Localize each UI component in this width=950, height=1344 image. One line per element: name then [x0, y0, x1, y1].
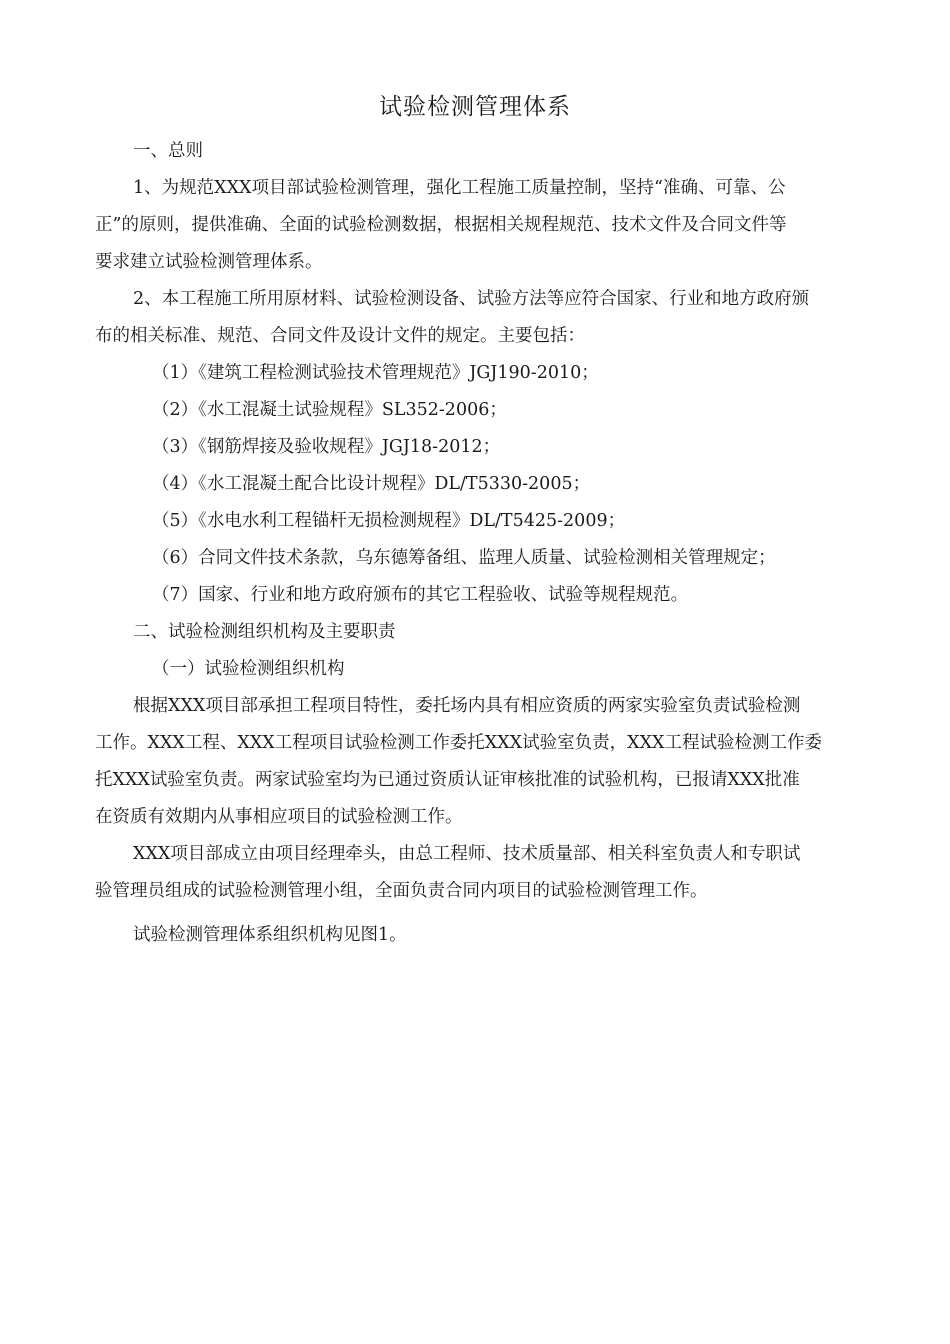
section-2-paragraph-2-line-1: XXX项目部成立由项目经理牵头，由总工程师、技术质量部、相关科室负责人和专职试	[133, 844, 801, 864]
standard-list-item-1: （1）《建筑工程检测试验技术管理规范》JGJ190-2010；	[152, 363, 599, 383]
section-2-paragraph-1-line-3: 托XXX试验室负责。两家试验室均为已通过资质认证审核批准的试验机构，已报请XXX批准	[95, 770, 800, 790]
section-2-subheading: （一）试验检测组织机构	[152, 659, 345, 679]
section-2-paragraph-1-line-4: 在资质有效期内从事相应项目的试验检测工作。	[95, 807, 463, 827]
section-1-heading: 一、总则	[133, 141, 203, 161]
section-1-paragraph-1-line-3: 要求建立试验检测管理体系。	[95, 252, 323, 272]
standard-list-item-4: （4）《水工混凝土配合比设计规程》DL/T5330-2005；	[152, 474, 591, 494]
section-2-paragraph-1-line-2: 工作。XXX工程、XXX工程项目试验检测工作委托XXX试验室负责，XXX工程试验检测工作委	[95, 733, 822, 753]
section-1-paragraph-2-line-1: 2、本工程施工所用原材料、试验检测设备、试验方法等应符合国家、行业和地方政府颁	[133, 289, 810, 309]
section-2-paragraph-1-line-1: 根据XXX项目部承担工程项目特性，委托场内具有相应资质的两家实验室负责试验检测	[133, 696, 801, 716]
standard-list-item-6: （6）合同文件技术条款，乌东德筹备组、监理人质量、试验检测相关管理规定；	[152, 548, 776, 568]
standard-list-item-2: （2）《水工混凝土试验规程》SL352-2006；	[152, 400, 507, 420]
standard-list-item-7: （7）国家、行业和地方政府颁布的其它工程验收、试验等规程规范。	[152, 585, 689, 605]
section-2-heading: 二、试验检测组织机构及主要职责	[133, 622, 396, 642]
section-1-paragraph-2-line-2: 布的相关标准、规范、合同文件及设计文件的规定。主要包括：	[95, 326, 585, 346]
section-1-paragraph-1-line-1: 1、为规范XXX项目部试验检测管理，强化工程施工质量控制，坚持“准确、可靠、公	[133, 178, 786, 198]
section-2-paragraph-2-line-2: 验管理员组成的试验检测管理小组，全面负责合同内项目的试验检测管理工作。	[95, 881, 708, 901]
standard-list-item-3: （3）《钢筋焊接及验收规程》JGJ18-2012；	[152, 437, 501, 457]
section-1-paragraph-1-line-2: 正”的原则，提供准确、全面的试验检测数据，根据相关规程规范、技术文件及合同文件等	[95, 215, 787, 235]
page-title: 试验检测管理体系	[379, 94, 571, 120]
section-2-paragraph-3: 试验检测管理体系组织机构见图1。	[133, 925, 407, 945]
standard-list-item-5: （5）《水电水利工程锚杆无损检测规程》DL/T5425-2009；	[152, 511, 626, 531]
